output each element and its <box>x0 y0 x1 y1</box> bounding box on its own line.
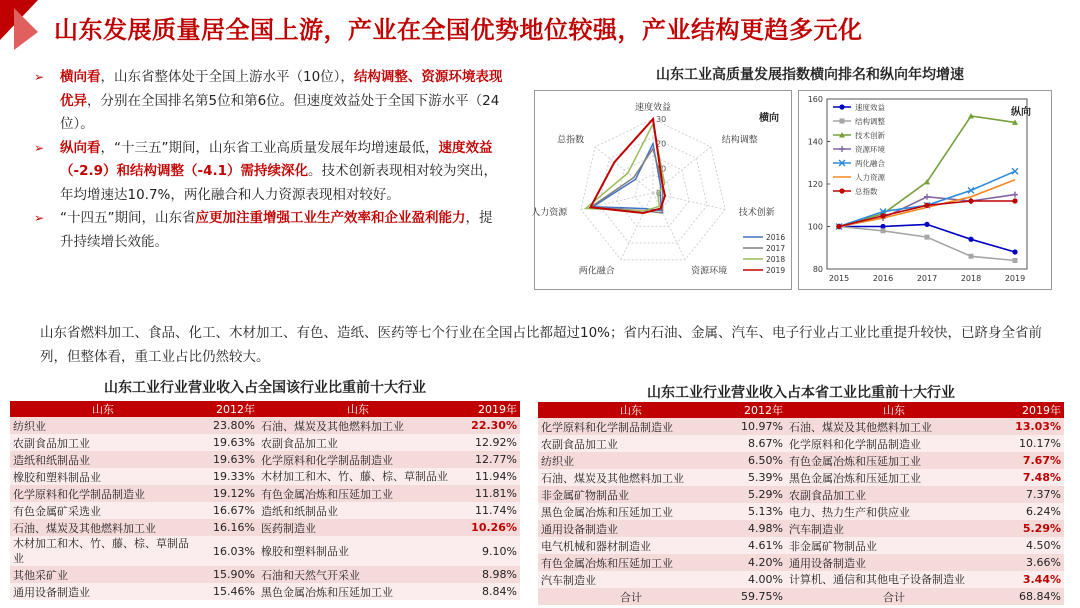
radar-axis-label: 资源环境 <box>691 266 728 277</box>
table-header-row <box>538 402 1064 418</box>
right-table-title: 山东工业行业营业收入占本省工业比重前十大行业 <box>647 385 955 401</box>
table-cell: 非金属矿物制品业 <box>538 486 724 503</box>
table-cell: 11.94% <box>458 468 520 485</box>
radar-axis-label: 结构调整 <box>721 135 758 146</box>
line-point <box>924 194 930 200</box>
bullet-vertical <box>34 137 504 208</box>
line-point <box>836 224 841 229</box>
line-y-tick-label: 80 <box>812 265 823 274</box>
table-cell: 有色金属冶炼和压延加工业 <box>538 554 724 571</box>
table-cell: 7.67% <box>1002 452 1064 469</box>
table-cell: 电力、热力生产和供应业 <box>786 503 1002 520</box>
table-cell: 16.67% <box>196 502 258 519</box>
line-y-tick-label: 160 <box>807 95 823 104</box>
radar-legend-label: 2016 <box>766 233 786 242</box>
line-x-tick-label: 2019 <box>1004 274 1026 283</box>
col-header: 2012年 <box>724 402 786 418</box>
radar-series-2017 <box>591 149 663 213</box>
col-header: 2019年 <box>458 401 520 417</box>
radar-axis-label: 技术创新 <box>738 208 775 219</box>
bullet-text: ，分别在全国排名第5位和第6位。但速度效益处于全国下游水平（24位）。 <box>60 92 500 132</box>
table-cell: 石油、煤炭及其他燃料加工业 <box>786 418 1002 435</box>
line-point <box>1012 198 1017 203</box>
table-cell: 化学原料和化学制品制造业 <box>786 435 1002 452</box>
table-cell: 4.61% <box>724 537 786 554</box>
table-cell: 4.98% <box>724 520 786 537</box>
line-chart <box>799 91 1051 289</box>
bullet-arrow-icon: ➢ <box>34 70 45 84</box>
line-point <box>925 235 930 240</box>
table-cell: 医药制造业 <box>258 519 458 536</box>
line-point <box>840 119 845 124</box>
table-cell: 10.26% <box>458 519 520 536</box>
table-cell: 橡胶和塑料制品业 <box>10 468 196 485</box>
bullet-arrow-icon: ➢ <box>34 140 45 155</box>
table-cell: 16.03% <box>196 536 258 566</box>
line-x-tick-label: 2015 <box>828 274 850 283</box>
table-row <box>538 503 1064 520</box>
table-cell: 农副食品加工业 <box>10 434 196 451</box>
table-row <box>10 502 520 519</box>
table-cell: 纺织业 <box>538 452 724 469</box>
right-table <box>538 402 1064 605</box>
table-cell: 石油、煤炭及其他燃料加工业 <box>258 417 458 434</box>
table-cell: 15.90% <box>196 566 258 583</box>
table-cell: 7.48% <box>1002 469 1064 486</box>
table-row <box>538 486 1064 503</box>
bullet-text: ，“十三五”期间，山东省工业高质量发展年均增速最低， <box>100 139 439 156</box>
line-point <box>968 198 973 203</box>
table-row <box>538 452 1064 469</box>
line-point <box>1012 249 1017 254</box>
left-table <box>10 401 520 600</box>
table-cell: 4.20% <box>724 554 786 571</box>
line-point <box>1012 192 1018 198</box>
table-cell: 4.50% <box>1002 537 1064 554</box>
col-header: 山东 <box>538 402 724 418</box>
bullet-keyword: 横向看 <box>60 69 101 85</box>
table-cell: 10.17% <box>1002 435 1064 452</box>
line-legend-label: 资源环境 <box>855 145 885 154</box>
radar-chart-panel <box>531 90 792 290</box>
table-cell: 农副食品加工业 <box>538 435 724 452</box>
table-cell: 13.03% <box>1002 418 1064 435</box>
table-row <box>10 451 520 468</box>
table-total-cell: 合计 <box>786 588 1002 605</box>
table-cell: 石油和天然气开采业 <box>258 566 458 583</box>
table-row <box>538 554 1064 571</box>
bullet-list <box>34 66 504 254</box>
bullet-highlight: 应更加注重增强工业生产效率和企业盈利能力 <box>195 210 466 226</box>
line-legend-label: 两化融合 <box>855 159 885 168</box>
bullet-text: ，山东省整体处于全国上游水平（10位）， <box>100 69 354 85</box>
table-cell: 农副食品加工业 <box>786 486 1002 503</box>
table-cell: 汽车制造业 <box>538 571 724 588</box>
table-row <box>10 519 520 536</box>
table-cell: 黑色金属冶炼和压延加工业 <box>258 583 458 600</box>
table-cell: 汽车制造业 <box>786 520 1002 537</box>
table-row <box>10 485 520 502</box>
table-cell: 黑色金属冶炼和压延加工业 <box>786 469 1002 486</box>
table-cell: 非金属矿物制品业 <box>786 537 1002 554</box>
table-cell: 石油、煤炭及其他燃料加工业 <box>10 519 196 536</box>
radar-chart <box>531 91 791 289</box>
line-point <box>969 254 974 259</box>
table-row <box>538 537 1064 554</box>
col-header: 山东 <box>10 401 196 417</box>
line-x-tick-label: 2018 <box>960 274 982 283</box>
bullet-highlight: 结构调整、资源环境表现优异 <box>60 69 503 109</box>
table-cell: 5.13% <box>724 503 786 520</box>
line-x-tick-label: 2016 <box>872 274 894 283</box>
line-legend-label: 速度效益 <box>855 103 885 112</box>
table-cell: 有色金属矿采选业 <box>10 502 196 519</box>
table-cell: 19.33% <box>196 468 258 485</box>
line-series-结构调整 <box>839 227 1015 261</box>
line-legend-label: 总指数 <box>855 187 878 196</box>
radar-axis-label: 速度效益 <box>634 103 672 113</box>
line-chart-panel <box>798 90 1052 290</box>
table-row <box>10 417 520 434</box>
table-cell: 23.80% <box>196 417 258 434</box>
line-y-tick-label: 120 <box>807 180 823 189</box>
table-cell: 11.81% <box>458 485 520 502</box>
table-row <box>538 435 1064 452</box>
table-cell: 3.44% <box>1002 571 1064 588</box>
radar-spoke <box>653 193 685 260</box>
table-cell: 其他采矿业 <box>10 566 196 583</box>
table-cell: 化学原料和化学制品制造业 <box>538 418 724 435</box>
table-cell: 造纸和纸制品业 <box>258 502 458 519</box>
bullet-future <box>34 207 504 254</box>
table-row <box>538 418 1064 435</box>
table-cell: 化学原料和化学制品制造业 <box>258 451 458 468</box>
radar-series-2016 <box>593 144 662 211</box>
table-row <box>10 583 520 600</box>
table-cell: 通用设备制造业 <box>538 520 724 537</box>
table-row <box>538 571 1064 588</box>
radar-tick-label: 30 <box>656 115 667 124</box>
line-legend-label: 结构调整 <box>855 117 885 126</box>
table-cell: 计算机、通信和其他电子设备制造业 <box>786 571 1002 588</box>
line-point <box>1013 258 1018 263</box>
line-legend-label: 技术创新 <box>855 131 885 140</box>
table-cell: 19.12% <box>196 485 258 502</box>
table-cell: 10.97% <box>724 418 786 435</box>
table-total-cell: 合计 <box>538 588 724 605</box>
summary-text: 山东省燃料加工、食品、化工、木材加工、有色、造纸、医药等七个行业在全国占比都超过10%；省内石油、金属、汽车、电子行业占工业比重提升较快，已跻身全省前列，但整体看，重工业占比仍然较大。 <box>40 325 1043 365</box>
radar-tick-label: 0 <box>656 189 662 198</box>
table-cell: 15.46% <box>196 583 258 600</box>
table-cell: 5.29% <box>1002 520 1064 537</box>
left-table-title: 山东工业行业营业收入占全国该行业比重前十大行业 <box>104 380 426 396</box>
table-total-cell: 68.84% <box>1002 588 1064 605</box>
line-legend-label: 人力资源 <box>855 173 885 182</box>
table-cell: 6.24% <box>1002 503 1064 520</box>
table-cell: 9.10% <box>458 536 520 566</box>
table-cell: 有色金属冶炼和压延加工业 <box>258 485 458 502</box>
table-cell: 化学原料和化学制品制造业 <box>10 485 196 502</box>
table-cell: 黑色金属冶炼和压延加工业 <box>538 503 724 520</box>
table-cell: 电气机械和器材制造业 <box>538 537 724 554</box>
table-cell: 8.84% <box>458 583 520 600</box>
table-row <box>538 469 1064 486</box>
table-total-cell: 59.75% <box>724 588 786 605</box>
table-cell: 12.77% <box>458 451 520 468</box>
table-cell: 16.16% <box>196 519 258 536</box>
radar-axis-label: 人力资源 <box>531 208 568 219</box>
table-cell: 19.63% <box>196 434 258 451</box>
table-row <box>10 468 520 485</box>
table-cell: 19.63% <box>196 451 258 468</box>
table-cell: 11.74% <box>458 502 520 519</box>
table-cell: 5.29% <box>724 486 786 503</box>
table-row <box>10 566 520 583</box>
table-cell: 3.66% <box>1002 554 1064 571</box>
table-cell: 5.39% <box>724 469 786 486</box>
table-total-row <box>538 588 1064 605</box>
table-cell: 4.00% <box>724 571 786 588</box>
line-point <box>839 104 844 109</box>
bullet-text: ，提升持续增长效能。 <box>60 210 493 250</box>
line-y-tick-label: 100 <box>807 222 823 232</box>
table-row <box>10 536 520 566</box>
line-point <box>968 237 973 242</box>
table-cell: 木材加工和木、竹、藤、棕、草制品业 <box>258 468 458 485</box>
line-point <box>839 146 845 152</box>
col-header: 2012年 <box>196 401 258 417</box>
line-point <box>880 213 885 218</box>
radar-corner-label: 横向 <box>759 113 779 124</box>
radar-legend-label: 2017 <box>766 244 786 253</box>
chart-title: 山东工业高质量发展指数横向排名和纵向年均增速 <box>656 67 964 83</box>
line-point <box>1012 168 1018 174</box>
table-cell: 橡胶和塑料制品业 <box>258 536 458 566</box>
table-cell: 有色金属冶炼和压延加工业 <box>786 452 1002 469</box>
line-y-tick-label: 140 <box>807 137 823 147</box>
table-cell: 造纸和纸制品业 <box>10 451 196 468</box>
line-x-tick-label: 2017 <box>916 274 938 283</box>
col-header: 山东 <box>258 401 458 417</box>
page-title: 山东发展质量居全国上游，产业在全国优势地位较强，产业结构更趋多元化 <box>54 16 863 44</box>
bullet-horizontal <box>34 66 504 137</box>
radar-legend-label: 2018 <box>766 255 786 264</box>
radar-tick-label: 20 <box>656 139 667 149</box>
table-row <box>10 434 520 451</box>
radar-axis-label: 总指数 <box>557 135 585 146</box>
bullet-text: “十四五”期间，山东省 <box>60 210 196 226</box>
table-header-row <box>10 401 520 417</box>
radar-axis-label: 两化融合 <box>578 266 615 277</box>
table-cell: 6.50% <box>724 452 786 469</box>
bullet-keyword: 纵向看 <box>60 139 101 156</box>
line-corner-label: 纵向 <box>1011 107 1031 118</box>
table-cell: 纺织业 <box>10 417 196 434</box>
table-cell: 22.30% <box>458 417 520 434</box>
line-point <box>924 222 929 227</box>
corner-logo-icon <box>0 0 44 50</box>
line-point <box>924 203 929 208</box>
table-cell: 通用设备制造业 <box>786 554 1002 571</box>
table-cell: 石油、煤炭及其他燃料加工业 <box>538 469 724 486</box>
table-cell: 通用设备制造业 <box>10 583 196 600</box>
table-cell: 8.98% <box>458 566 520 583</box>
bullet-highlight: 速度效益（-2.9）和结构调整（-4.1）需持续深化 <box>60 139 493 179</box>
table-cell: 7.37% <box>1002 486 1064 503</box>
col-header: 山东 <box>786 402 1002 418</box>
bullet-text: 。技术创新表现相对较为突出，年均增速达10.7%，两化融合和人力资源表现相对较好。 <box>60 163 498 203</box>
table-cell: 木材加工和木、竹、藤、棕、草制品业 <box>10 536 196 566</box>
table-cell: 农副食品加工业 <box>258 434 458 451</box>
radar-legend-label: 2019 <box>766 266 786 275</box>
line-point <box>839 188 844 193</box>
table-cell: 12.92% <box>458 434 520 451</box>
line-point <box>881 228 886 233</box>
radar-tick-label: 10 <box>656 164 667 174</box>
bullet-arrow-icon: ➢ <box>34 211 45 225</box>
col-header: 2019年 <box>1002 402 1064 418</box>
table-row <box>538 520 1064 537</box>
table-cell: 8.67% <box>724 435 786 452</box>
